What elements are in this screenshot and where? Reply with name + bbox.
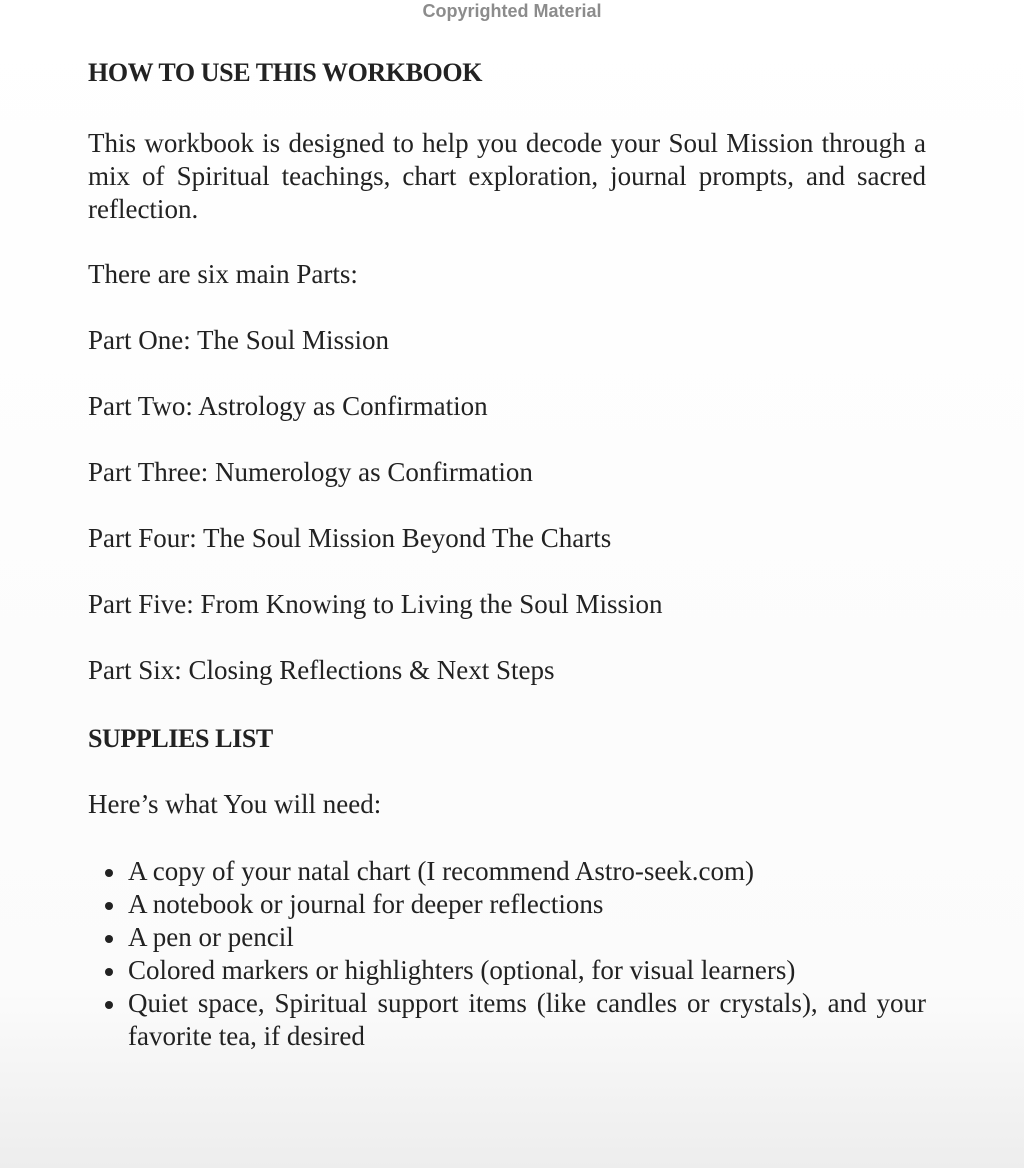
supplies-heading: SUPPLIES LIST	[88, 724, 273, 753]
bullet-icon	[105, 902, 113, 910]
how-to-use-heading: HOW TO USE THIS WORKBOOK	[88, 58, 483, 87]
supply-item-text: Colored markers or highlighters (optional, for visual learners)	[128, 955, 796, 985]
supply-item	[88, 954, 926, 987]
supply-item	[88, 987, 926, 1053]
part-three: Part Three: Numerology as Confirmation	[88, 457, 533, 487]
parts-intro: There are six main Parts:	[88, 259, 358, 289]
supply-item-text: Quiet space, Spiritual support items (like candles or crystals), and your favorite tea, if desired	[128, 988, 926, 1051]
bullet-icon	[105, 869, 113, 877]
supplies-list	[88, 855, 926, 1053]
bullet-icon	[105, 935, 113, 943]
copyright-watermark: Copyrighted Material	[422, 1, 602, 21]
supply-item	[88, 855, 926, 888]
supply-item-text: A notebook or journal for deeper reflections	[128, 889, 604, 919]
part-five: Part Five: From Knowing to Living the Soul Mission	[88, 589, 663, 619]
supply-item-text: A pen or pencil	[128, 922, 294, 952]
supply-item	[88, 888, 926, 921]
part-four: Part Four: The Soul Mission Beyond The Charts	[88, 523, 612, 553]
bullet-icon	[105, 968, 113, 976]
supply-item-text: A copy of your natal chart (I recommend Astro-seek.com)	[128, 856, 755, 886]
part-two: Part Two: Astrology as Confirmation	[88, 391, 488, 421]
intro-paragraph: This workbook is designed to help you decode your Soul Mission through a mix of Spiritual teachings, chart exploration, journal prompts, and sacred reflection.	[88, 128, 926, 224]
part-six: Part Six: Closing Reflections & Next Steps	[88, 655, 555, 685]
supplies-intro: Here’s what You will need:	[88, 789, 382, 819]
part-one: Part One: The Soul Mission	[88, 325, 390, 355]
supply-item	[88, 921, 926, 954]
bullet-icon	[105, 1001, 113, 1009]
